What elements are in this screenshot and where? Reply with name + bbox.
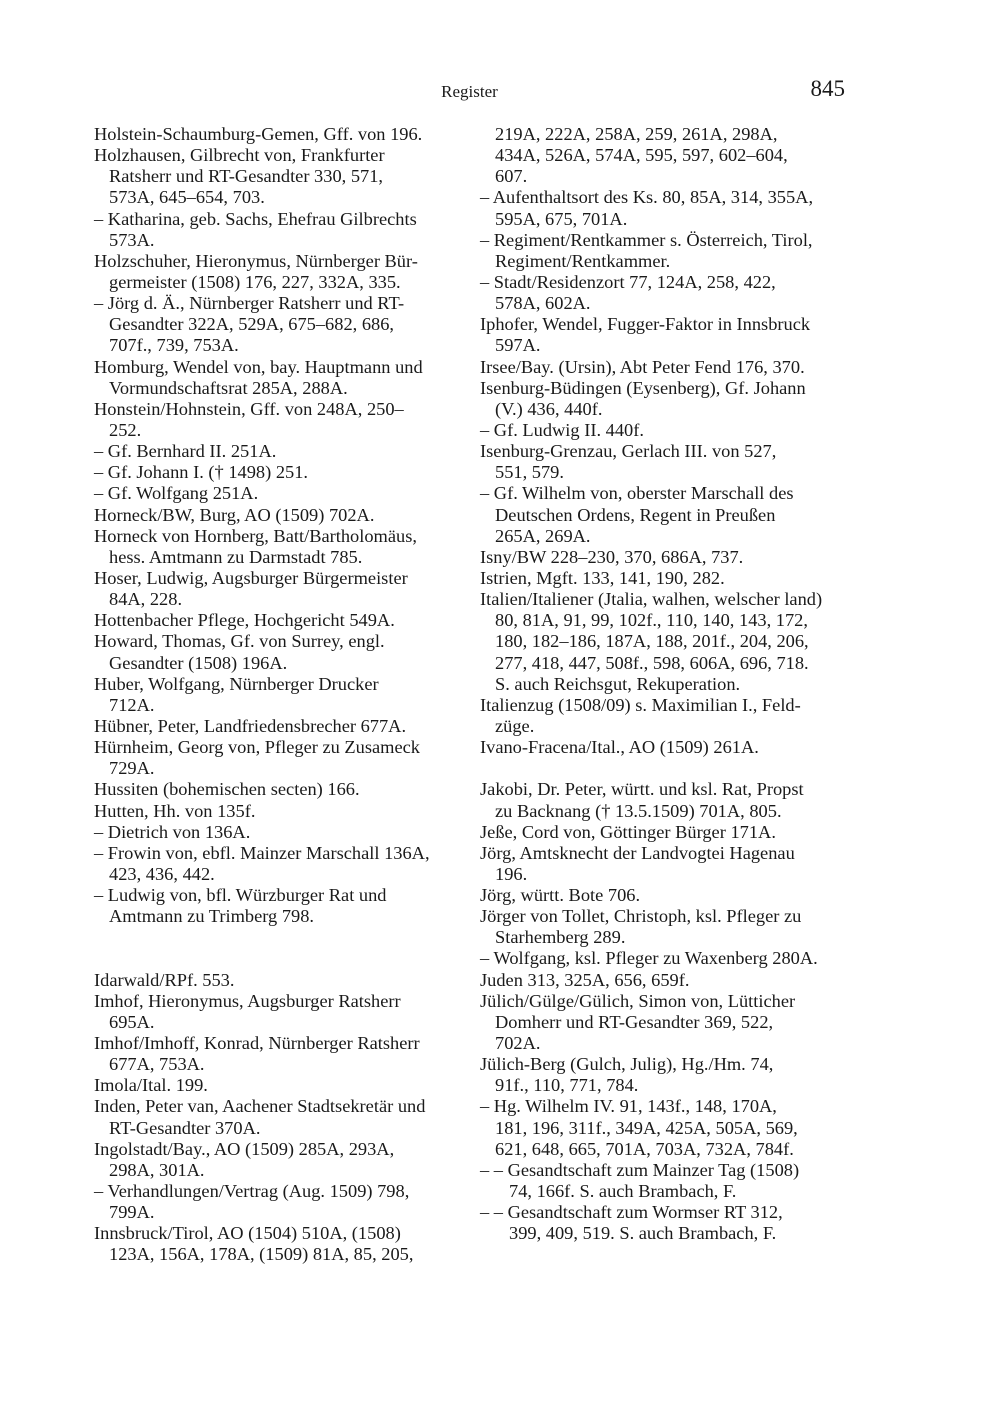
- index-line: Innsbruck/Tirol, AO (1504) 510A, (1508): [94, 1223, 401, 1244]
- index-line: Homburg, Wendel von, bay. Hauptmann und: [94, 356, 423, 377]
- index-line: – Gf. Wolfgang 251A.: [94, 483, 259, 504]
- index-line: Huber, Wolfgang, Nürnberger Drucker: [94, 673, 379, 694]
- index-line: 423, 436, 442.: [109, 863, 215, 884]
- index-line: 621, 648, 665, 701A, 703A, 732A, 784f.: [495, 1138, 794, 1159]
- index-line: – Gf. Wilhelm von, oberster Marschall des: [480, 483, 794, 504]
- index-line: – Verhandlungen/Vertrag (Aug. 1509) 798,: [94, 1181, 410, 1202]
- index-line: 399, 409, 519. S. auch Brambach, F.: [509, 1223, 777, 1244]
- index-line: Inden, Peter van, Aachener Stadtsekretär und: [94, 1096, 426, 1117]
- index-line: Gesandter 322A, 529A, 675–682, 686,: [109, 314, 395, 335]
- index-line: 595A, 675, 701A.: [495, 208, 628, 229]
- index-line: 434A, 526A, 574A, 595, 597, 602–604,: [495, 145, 788, 166]
- index-line: Vormundschaftsrat 285A, 288A.: [109, 377, 348, 398]
- index-line: Ratsherr und RT-Gesandter 330, 571,: [109, 166, 384, 187]
- index-line: 695A.: [109, 1011, 155, 1032]
- index-line: (V.) 436, 440f.: [495, 398, 603, 419]
- index-line: Howard, Thomas, Gf. von Surrey, engl.: [94, 631, 385, 652]
- index-line: Hürnheim, Georg von, Pfleger zu Zusameck: [94, 737, 421, 758]
- index-line: Irsee/Bay. (Ursin), Abt Peter Fend 176, 370.: [480, 356, 805, 377]
- index-line: Hübner, Peter, Landfriedensbrecher 677A.: [94, 715, 407, 736]
- index-line: 712A.: [109, 694, 155, 715]
- index-line: Hottenbacher Pflege, Hochgericht 549A.: [94, 610, 395, 631]
- left-column: [94, 124, 466, 1266]
- index-line: Italien/Italiener (Jtalia, walhen, welscher land): [480, 589, 823, 610]
- index-line: Imhof/Imhoff, Konrad, Nürnberger Ratsherr: [94, 1033, 420, 1054]
- index-line: Iphofer, Wendel, Fugger-Faktor in Innsbruck: [480, 314, 811, 335]
- index-line: – Katharina, geb. Sachs, Ehefrau Gilbrechts: [94, 208, 417, 229]
- index-line: Isenburg-Büdingen (Eysenberg), Gf. Johann: [480, 377, 806, 398]
- index-line: 80, 81A, 91, 99, 102f., 110, 140, 143, 172,: [495, 610, 808, 631]
- index-line: Ingolstadt/Bay., AO (1509) 285A, 293A,: [94, 1138, 395, 1159]
- index-line: S. auch Reichsgut, Rekuperation.: [495, 673, 741, 694]
- index-line: 265A, 269A.: [495, 525, 591, 546]
- index-line: Regiment/Rentkammer.: [495, 250, 671, 271]
- index-line: 607.: [495, 166, 528, 187]
- index-line: 729A.: [109, 758, 155, 779]
- index-line: Hutten, Hh. von 135f.: [94, 800, 256, 821]
- index-line: Isenburg-Grenzau, Gerlach III. von 527,: [480, 441, 777, 462]
- index-line: 573A.: [109, 229, 155, 250]
- index-line: Idarwald/RPf. 553.: [94, 969, 235, 990]
- index-line: 597A.: [495, 335, 541, 356]
- index-line: Jülich/Gülge/Gülich, Simon von, Lütticher: [480, 990, 796, 1011]
- index-line: 74, 166f. S. auch Brambach, F.: [509, 1181, 737, 1202]
- index-line: 84A, 228.: [109, 589, 183, 610]
- index-line: Jörger von Tollet, Christoph, ksl. Pfleger zu: [480, 906, 802, 927]
- index-line: 707f., 739, 753A.: [109, 335, 239, 356]
- index-line: Holzhausen, Gilbrecht von, Frankfurter: [94, 145, 385, 166]
- index-line: 677A, 753A.: [109, 1054, 205, 1075]
- index-line: – Gf. Johann I. († 1498) 251.: [94, 462, 309, 483]
- index-line: – Dietrich von 136A.: [94, 821, 251, 842]
- index-line: 578A, 602A.: [495, 293, 591, 314]
- index-line: Holzschuher, Hieronymus, Nürnberger Bür-: [94, 250, 418, 271]
- index-line: Juden 313, 325A, 656, 659f.: [480, 969, 690, 990]
- index-line: 219A, 222A, 258A, 259, 261A, 298A,: [495, 124, 778, 144]
- index-line: – Jörg d. Ä., Nürnberger Ratsherr und RT-: [94, 293, 405, 314]
- index-line: Jakobi, Dr. Peter, württ. und ksl. Rat, Propst: [480, 779, 804, 800]
- running-header: [94, 76, 845, 110]
- index-line: Amtmann zu Trimberg 798.: [109, 906, 315, 927]
- index-line: 799A.: [109, 1202, 155, 1223]
- index-line: – Aufenthaltsort des Ks. 80, 85A, 314, 355A,: [480, 187, 814, 208]
- index-line: 123A, 156A, 178A, (1509) 81A, 85, 205,: [109, 1244, 414, 1265]
- index-line: – Stadt/Residenzort 77, 124A, 258, 422,: [480, 271, 776, 292]
- index-line: Italienzug (1508/09) s. Maximilian I., Feld-: [480, 694, 801, 715]
- index-line: 551, 579.: [495, 462, 564, 483]
- index-line: Honstein/Hohnstein, Gff. von 248A, 250–: [94, 398, 404, 419]
- page-number: 845: [810, 76, 845, 101]
- index-line: RT-Gesandter 370A.: [109, 1117, 261, 1138]
- index-line: Domherr und RT-Gesandter 369, 522,: [495, 1011, 774, 1032]
- index-line: Imola/Ital. 199.: [94, 1075, 208, 1096]
- index-line: – Gf. Ludwig II. 440f.: [480, 419, 644, 440]
- index-line: Hussiten (bohemischen secten) 166.: [94, 779, 360, 800]
- index-line: Deutschen Ordens, Regent in Preußen: [495, 504, 776, 525]
- index-line: Jörg, Amtsknecht der Landvogtei Hagenau: [480, 842, 795, 863]
- index-line: – – Gesandtschaft zum Wormser RT 312,: [480, 1202, 783, 1223]
- index-line: 702A.: [495, 1033, 541, 1054]
- index-line: hess. Amtmann zu Darmstadt 785.: [109, 546, 363, 567]
- index-line: Jeße, Cord von, Göttinger Bürger 171A.: [480, 821, 776, 842]
- index-line: 181, 196, 311f., 349A, 425A, 505A, 569,: [495, 1117, 798, 1138]
- index-line: 298A, 301A.: [109, 1159, 205, 1180]
- section-gap: [94, 948, 466, 969]
- index-line: Horneck von Hornberg, Batt/Bartholomäus,: [94, 525, 417, 546]
- index-line: Jörg, württ. Bote 706.: [480, 885, 641, 906]
- index-line: Imhof, Hieronymus, Augsburger Ratsherr: [94, 990, 401, 1011]
- index-line: 196.: [495, 863, 528, 884]
- index-line: Istrien, Mgft. 133, 141, 190, 282.: [480, 567, 725, 588]
- index-line: 277, 418, 447, 508f., 598, 606A, 696, 718.: [495, 652, 809, 673]
- index-line: Ivano-Fracena/Ital., AO (1509) 261A.: [480, 737, 759, 758]
- index-line: 180, 182–186, 187A, 188, 201f., 204, 206,: [495, 631, 809, 652]
- index-line: Holstein-Schaumburg-Gemen, Gff. von 196.: [94, 124, 423, 144]
- index-line: 573A, 645–654, 703.: [109, 187, 265, 208]
- index-line: – Frowin von, ebfl. Mainzer Marschall 136A,: [94, 842, 430, 863]
- index-line: 252.: [109, 419, 142, 440]
- index-line: – – Gesandtschaft zum Mainzer Tag (1508): [480, 1159, 800, 1180]
- index-line: Starhemberg 289.: [495, 927, 626, 948]
- index-line: Horneck/BW, Burg, AO (1509) 702A.: [94, 504, 375, 525]
- index-line: Isny/BW 228–230, 370, 686A, 737.: [480, 546, 744, 567]
- index-line: – Ludwig von, bfl. Würzburger Rat und: [94, 885, 387, 906]
- right-column: [480, 124, 847, 1244]
- index-line: – Gf. Bernhard II. 251A.: [94, 441, 277, 462]
- section-gap: [480, 758, 847, 779]
- index-line: Gesandter (1508) 196A.: [109, 652, 288, 673]
- index-line: züge.: [495, 715, 535, 736]
- index-line: Jülich-Berg (Gulch, Julig), Hg./Hm. 74,: [480, 1054, 774, 1075]
- index-line: – Wolfgang, ksl. Pfleger zu Waxenberg 280A.: [480, 948, 818, 969]
- index-line: Hoser, Ludwig, Augsburger Bürgermeister: [94, 567, 408, 588]
- header-title: Register: [441, 82, 498, 101]
- index-line: 91f., 110, 771, 784.: [495, 1075, 639, 1096]
- section-gap: [94, 927, 466, 948]
- index-line: zu Backnang († 13.5.1509) 701A, 805.: [495, 800, 782, 821]
- index-line: – Regiment/Rentkammer s. Österreich, Tirol,: [480, 229, 813, 250]
- index-line: – Hg. Wilhelm IV. 91, 143f., 148, 170A,: [480, 1096, 777, 1117]
- index-line: germeister (1508) 176, 227, 332A, 335.: [109, 271, 401, 292]
